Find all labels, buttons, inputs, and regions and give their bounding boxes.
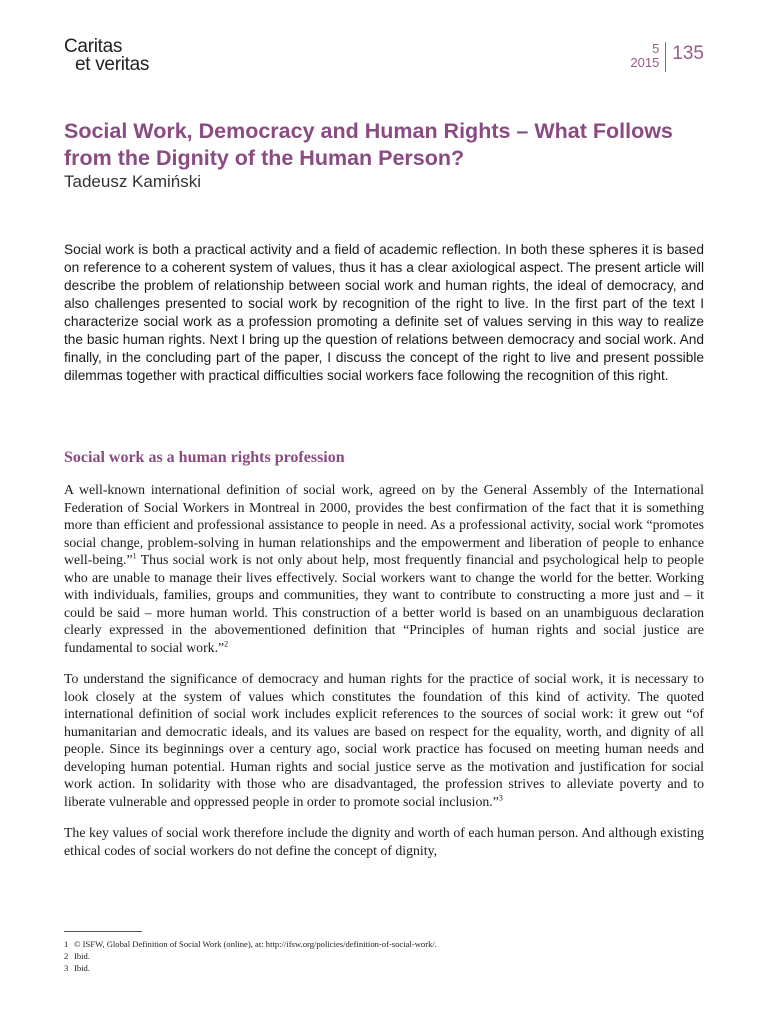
issue-divider — [665, 42, 666, 72]
logo-line-2: et veritas — [75, 54, 150, 75]
section-heading: Social work as a human rights profession — [64, 449, 345, 466]
footnote-ref-3[interactable]: 3 — [498, 792, 503, 802]
footnotes — [64, 938, 704, 974]
body-paragraph-2 — [64, 670, 704, 810]
issue-number: 5 — [652, 41, 660, 56]
article-title: Social Work, Democracy and Human Rights – What Follows from the Dignity of the Human Person? — [64, 119, 673, 170]
journal-logo — [64, 38, 149, 74]
footnote-ref-2[interactable]: 2 — [224, 638, 229, 648]
page-number: 135 — [672, 43, 704, 64]
footnote-number: 1 — [64, 939, 69, 949]
footnote-item — [64, 938, 704, 950]
footnote-text: Ibid. — [74, 951, 90, 961]
footnote-divider — [64, 931, 142, 932]
footnote-item — [64, 950, 704, 962]
article-abstract: Social work is both a practical activity and a field of academic reflection. In both these spheres it is based on reference to a coherent system of values, thus it has a clear axiological aspect. The present article will describe the problem of relationship between social work and human rights, the ideal of democracy, and also challenges presented to social work by recognition of the right to live. In the first part of the text I characterize social work as a profession promoting a definite set of values serving in this way to realize the basic human rights. Next I bring up the question of relations between democracy and social work. And finally, in the concluding part of the paper, I discuss the concept of the right to live and present possible dilemmas together with practical difficulties social workers face following the recognition of this right. — [64, 242, 704, 383]
footnote-number: 2 — [64, 951, 69, 961]
body-paragraph-3: The key values of social work therefore include the dignity and worth of each human person. And although existing ethical codes of social workers do not define the concept of dignity, — [64, 825, 704, 858]
issue-year: 2015 — [630, 55, 660, 70]
footnote-text: © ISFW, Global Definition of Social Work (online), at: http://ifsw.org/policies/definition-of-social-work/. — [74, 939, 437, 949]
footnote-ref-1[interactable]: 1 — [132, 551, 137, 561]
issue-number-year — [630, 42, 659, 70]
footnote-text: Ibid. — [74, 963, 90, 973]
issue-info — [630, 42, 704, 72]
paragraph-1-part-a: A well-known international definition of social work, agreed on by the General Assembly of the International Federation of Social Workers in Montreal in 2000, provides the best confirmation of the fact that it is something more than efficient and professional assistance to people in need. As a professional activity, social work “promotes social change, problem-solving in human relationships and the empowerment and liberation of people to enhance well-being.” — [64, 482, 704, 567]
paragraph-1-part-b: Thus social work is not only about help, most frequently financial and psychological help to people who are unable to manage their lives effectively. Social workers want to change the world for the better. Working with individuals, families, groups and communities, they want to contribute to constructing a more just and – it could be said – more human world. This construction of a better world is based on an unambiguous declaration clearly expressed in the abovementioned definition that “Principles of human rights and social justice are fundamental to social work.” — [64, 552, 704, 655]
article-author: Tadeusz Kamiński — [64, 172, 202, 191]
footnote-number: 3 — [64, 963, 69, 973]
logo-line-1: Caritas — [64, 36, 123, 57]
footnote-item — [64, 962, 704, 974]
paragraph-2-text: To understand the significance of democracy and human rights for the practice of social work, it is necessary to look closely at the system of values which constitutes the foundation of this kind of activity. The quoted international definition of social work includes explicit references to the sources of social work: it grew out “of humanitarian and democratic ideals, and its values are based on respect for the equality, worth, and dignity of all people. Since its beginnings over a century ago, social work practice has focused on meeting human needs and developing human potential. Human rights and social justice serve as the motivation and justification for social work action. In solidarity with those who are disadvantaged, the profession strives to alleviate poverty and to liberate vulnerable and oppressed people in order to promote social inclusion.” — [64, 671, 704, 809]
article-body — [64, 481, 704, 873]
body-paragraph-1 — [64, 481, 704, 656]
